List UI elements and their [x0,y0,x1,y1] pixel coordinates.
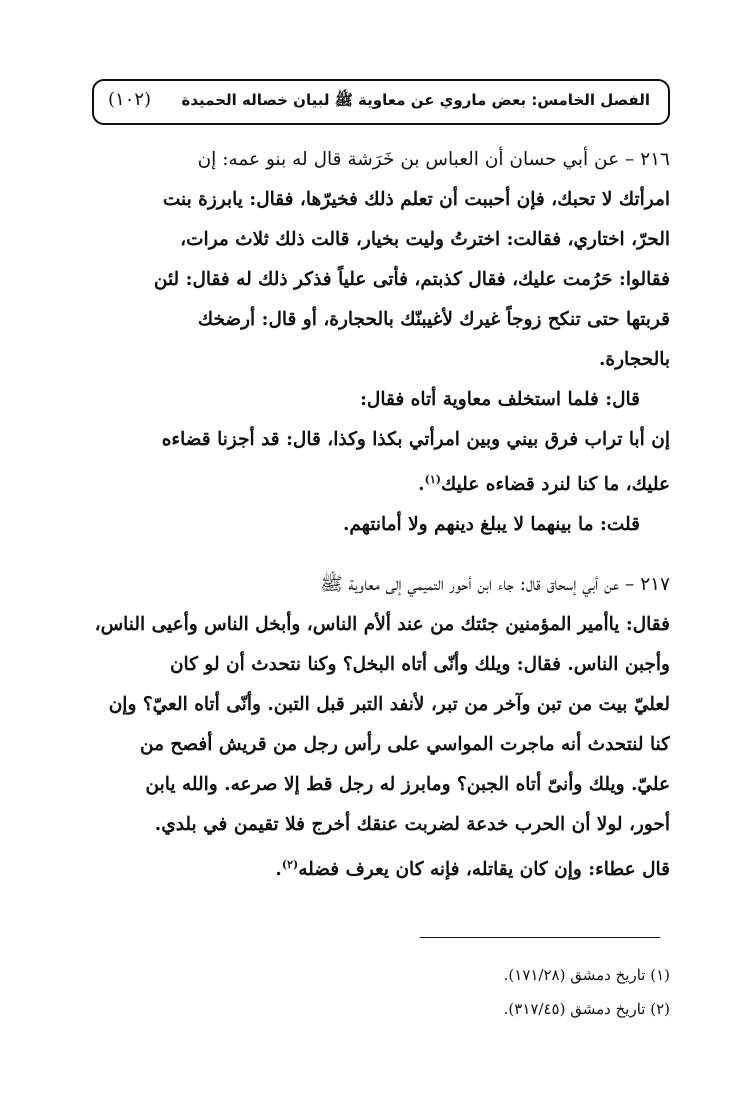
text-line: فقال: ياأمير المؤمنين جئتك من عند ألأم الناس، وأبخل الناس وأعيى الناس، [94,614,670,635]
text-line: لعليّ بيت من تبن وآخر من تبر، لأنفد التبر قبل التبن. وأنّى أتاه العيّ؟ وإن [108,694,670,715]
text-line: امرأتك لا تحبك، فإن أحببت أن تعلم ذلك فخيرّها، فقال: يابرزة بنت [162,189,670,210]
footnote-ref-1: (١) [424,473,441,486]
footnotes [92,958,670,1026]
text-line: قربتها حتى تنكح زوجاً غيرك لأغيبنّك بالحجارة، أو قال: أرضخك [197,309,670,330]
footnote-ref-2: (٢) [281,858,299,871]
text-line: ٢١٧ – عن أبي إسحاق قال: جاء ابن أحور التميمي إلى معاوية ﷺ [320,574,670,595]
footnote-1: (١) تاريخ دمشق (١٧١/٢٨). [503,966,670,984]
text-line: عليّ. ويلك وأنىّ أتاه الجبن؟ ومابرز له رجل قط إلا صرعه. والله يابن [145,774,670,795]
text-line: فقالوا: حَرُمت عليك، فقال كذبتم، فأتى علياً فذكر ذلك له فقال: لئن [153,269,670,290]
text-line: وأجبن الناس. فقال: ويلك وأنّى أتاه البخل؟ وكنا نتحدث أن لو كان [169,654,670,675]
said-line: قال: فلما استخلف معاوية أتاه فقال: [360,389,640,410]
text-line: كنا لنتحدث أنه ماجرت المواسي على رأس رجل من قريش أفصح من [139,734,670,755]
text-line: ٢١٦ – عن أبي حسان أن العباس بن خَرَشة قال له بنو عمه: إن [197,149,670,170]
text-line: بالحجارة. [598,349,670,370]
dialogue-text: عليك، ما كنا لنرد قضاءه عليك [440,474,670,496]
comment-line: قلت: ما بينهما لا يبلغ دينهم ولا أمانتهم. [342,514,640,536]
last-line: قال عطاء: وإن كان يقاتله، فإنه كان يعرف فضله$^{(٢)}$. [275,858,670,881]
last-line-text: قال عطاء: وإن كان يقاتله، فإنه كان يعرف فضله [298,859,670,881]
footnote-2: (٢) تاريخ دمشق (٣١٧/٤٥). [503,1000,670,1018]
page-number: (١٠٢) [108,89,152,110]
text-line: أحور، لولا أن الحرب خدعة لضربت عنقك أخرج فلا تقيمن في بلدي. [154,814,670,835]
dialogue-line: إن أبا تراب فرق بيني وبين امرأتي بكذا وكذا، قال: قد أجزنا قضاءه [161,429,670,450]
page-header [92,79,670,125]
paragraph-217 [92,565,670,890]
text-line: الحرّ، اختاري، فقالت: اخترتُ وليت بخيار، قالت ذلك ثلاث مرات، [180,229,670,250]
dialogue-line-end: عليك، ما كنا لنرد قضاءه عليك$^{(١)}$. [418,473,670,496]
chapter-title: الفصل الخامس: بعض ماروي عن معاوية ﷺ لبيان خصاله الحميدة [181,91,650,109]
footnote-divider [420,937,660,938]
paragraph-216 [92,140,670,545]
